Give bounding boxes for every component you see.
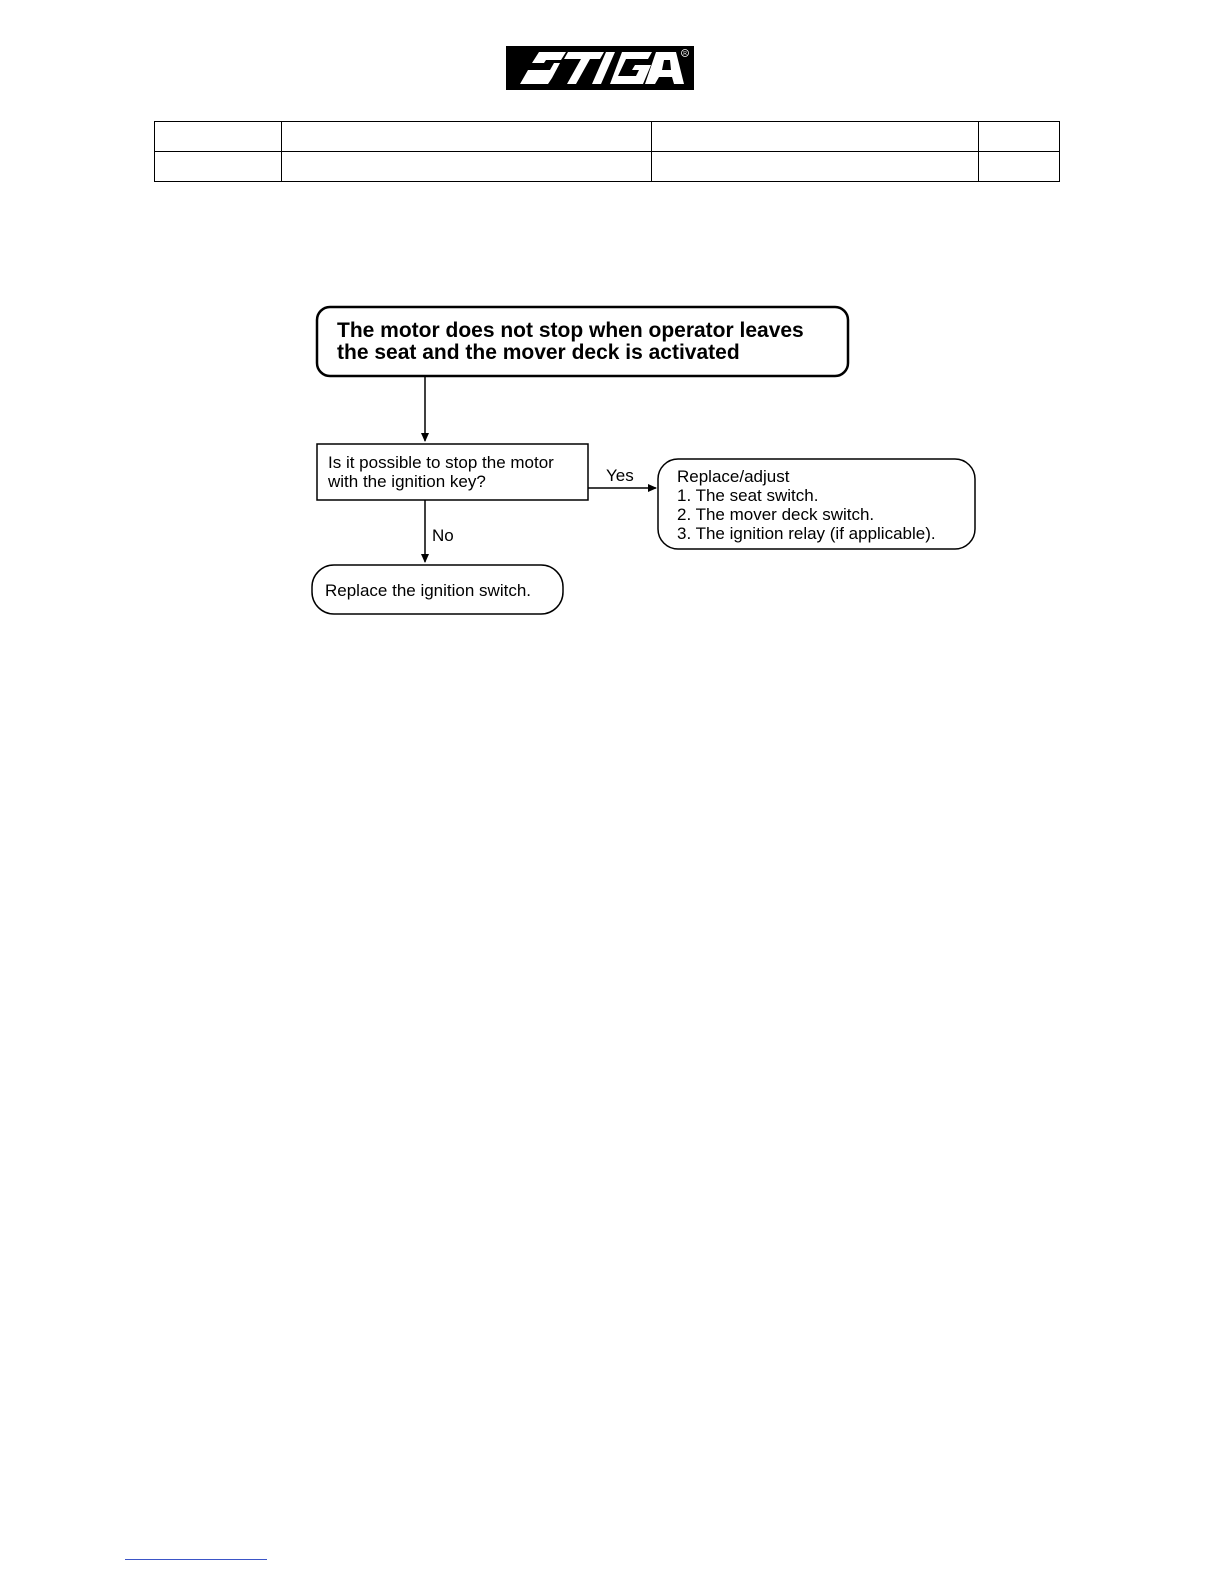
start-text-line1: The motor does not stop when operator leaves <box>337 319 804 342</box>
yes-result-item: 3. The ignition relay (if applicable). <box>677 524 936 543</box>
question-text-line2: with the ignition key? <box>328 472 486 491</box>
footer-rule <box>125 1559 267 1560</box>
svg-text:R: R <box>683 51 687 57</box>
start-text-line2: the seat and the mover deck is activated <box>337 341 740 364</box>
no-result-text: Replace the ignition switch. <box>325 581 532 600</box>
yes-result-heading: Replace/adjust <box>677 467 790 486</box>
no-label: No <box>432 526 454 545</box>
yes-result-item: 1. The seat switch. <box>677 486 819 505</box>
yes-label: Yes <box>606 466 634 485</box>
question-text-line1: Is it possible to stop the motor <box>328 453 554 472</box>
yes-result-item: 2. The mover deck switch. <box>677 505 875 524</box>
troubleshooting-flowchart <box>0 0 1224 700</box>
